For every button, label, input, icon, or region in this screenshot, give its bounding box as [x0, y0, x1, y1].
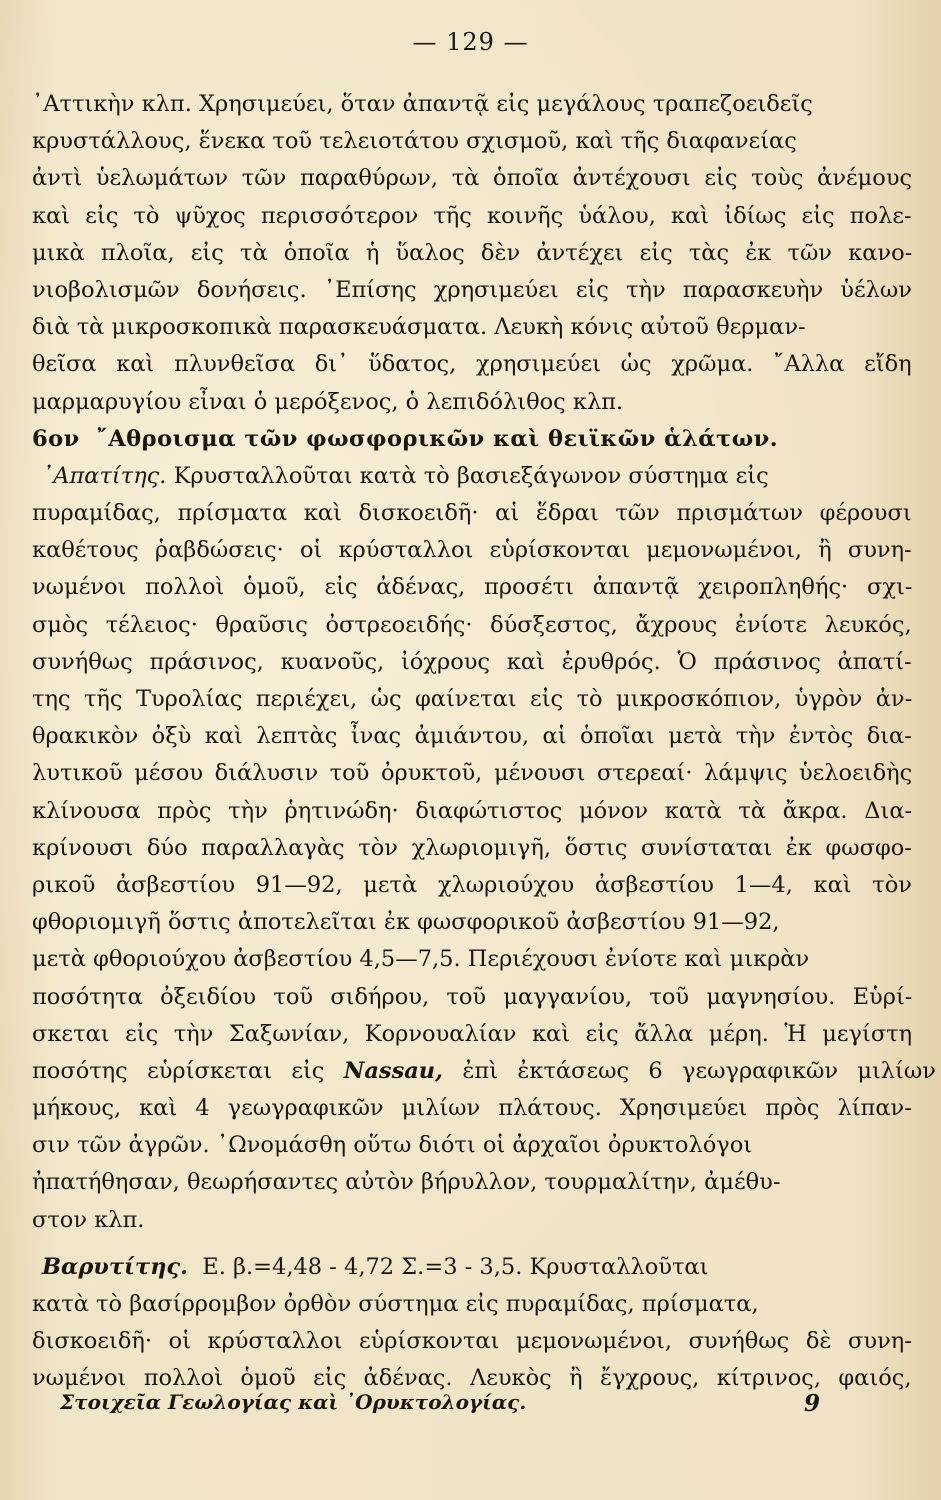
text-line: μαρμαρυγίου εἶναι ὁ μερόξενος, ὁ λεπιδόλιθος κλπ.	[32, 388, 624, 415]
place-name-nassau: Nassau,	[343, 1057, 444, 1084]
text-line: λυτικοῦ μέσου διάλυσιν τοῦ ὀρυκτοῦ, μένουσι στερεαί· λάμψις ὑελοειδὴς	[32, 760, 913, 787]
text-line: σμὸς τέλειος· θραῦσις ὀστρεοειδής· δύσξεστος, ἄχρους ἐνίοτε λευκός,	[32, 611, 912, 638]
section-number: 6ον	[32, 425, 80, 452]
page-footer	[60, 1390, 820, 1417]
text-line: πυραμίδας, πρίσματα καὶ δισκοειδῆ· αἱ ἕδραι τῶν πρισμάτων φέρουσι	[32, 500, 912, 527]
section-title: ῎Αθροισμα τῶν φωσφορικῶν καὶ θειϊκῶν ἁλάτων.	[96, 425, 779, 452]
text-line: στον κλπ.	[32, 1206, 145, 1233]
apatite-first-line: ᾿Απατίτης. Κρυσταλλοῦται κατὰ τὸ βασιεξάγωνον σύστημα εἰς	[42, 462, 769, 489]
barite-first-line: Βαρυτίτης. Ε. β.=4,48 - 4,72 Σ.=3 - 3,5. Κρυσταλλοῦται	[42, 1253, 709, 1280]
text-line: καθέτους ῥαβδώσεις· οἱ κρύσταλλοι εὑρίσκονται μεμονωμένοι, ἢ συνη-	[32, 537, 912, 564]
text-line: μικὰ πλοῖα, εἰς τὰ ὁποῖα ἡ ὕαλος δὲν ἀντέχει εἰς τὰς ἐκ τῶν κανο-	[32, 239, 913, 266]
text-line: ἀντὶ ὑελωμάτων τῶν παραθύρων, τὰ ὁποῖα ἀντέχουσι εἰς τοὺς ἀνέμους	[32, 165, 913, 192]
mineral-name-barite: Βαρυτίτης.	[42, 1253, 188, 1280]
text-line: δισκοειδῆ· οἱ κρύσταλλοι εὑρίσκονται μεμονωμένοι, συνήθως δὲ συνη-	[32, 1328, 912, 1355]
text-line: νωμένοι πολλοὶ ὁμοῦ, εἰς ἀδένας, προσέτι ἀπαντᾷ χειροπληθής· σχι-	[32, 574, 913, 601]
signature-mark: 9	[803, 1390, 820, 1417]
text-line: ποσότης εὑρίσκεται εἰς Nassau, ἐπὶ ἐκτάσεως 6 γεωγραφικῶν μιλίων	[32, 1057, 936, 1084]
text-line: κλίνουσα πρὸς τὴν ῥητινώδη· διαφώτιστος μόνον κατὰ τὰ ἄκρα. Δια-	[32, 797, 913, 824]
text-line: κρίνουσι δύο παραλλαγὰς τὸν χλωριομιγῆ, ὅστις συνίσταται ἐκ φωσφο-	[32, 834, 912, 861]
text-line: μήκους, καὶ 4 γεωγραφικῶν μιλίων πλάτους. Χρησιμεύει πρὸς λίπαν-	[32, 1095, 912, 1122]
text-line: κατὰ τὸ βασίρρομβον ὀρθὸν σύστημα εἰς πυραμίδας, πρίσματα,	[32, 1291, 759, 1317]
text-line: της τῆς Τυρολίας περιέχει, ὡς φαίνεται εἰς τὸ μικροσκόπιον, ὑγρὸν ἀν-	[32, 686, 913, 712]
text-line: φθοριομιγῆ ὅστις ἀποτελεῖται ἐκ φωσφορικοῦ ἀσβεστίου 91—92,	[32, 909, 780, 936]
text-line: μετὰ φθοριούχου ἀσβεστίου 4,5—7,5. Περιέχουσι ἐνίοτε καὶ μικρὰν	[32, 946, 810, 973]
text-line: θεῖσα καὶ πλυνθεῖσα δι᾿ ὕδατος, χρησιμεύει ὡς χρῶμα. ῎Αλλα εἴδη	[32, 351, 912, 378]
text-line: σιν τῶν ἀγρῶν. ᾿Ωνομάσθη οὕτω διότι οἱ ἀρχαῖοι ὀρυκτολόγοι	[32, 1132, 753, 1159]
text-line: κρυστάλλους, ἕνεκα τοῦ τελειοτάτου σχισμοῦ, καὶ τῆς διαφανείας	[32, 128, 797, 155]
text-line: νωμένοι πολλοὶ ὁμοῦ εἰς ἀδένας. Λευκὸς ἢ ἔγχρους, κίτρινος, φαιός,	[32, 1365, 912, 1392]
book-title: Στοιχεῖα Γεωλογίας καὶ ᾿Ορυκτολογίας.	[60, 1390, 527, 1414]
text-line: καὶ εἰς τὸ ψῦχος περισσότερον τῆς κοινῆς ὑάλου, καὶ ἰδίως εἰς πολε-	[32, 202, 912, 229]
text-line: ποσότητα ὀξειδίου τοῦ σιδήρου, τοῦ μαγγανίου, τοῦ μαγνησίου. Εὑρί-	[32, 983, 913, 1010]
text-line: σκεται εἰς τὴν Σαξωνίαν, Κορνουαλίαν καὶ εἰς ἄλλα μέρη. Ἡ μεγίστη	[32, 1020, 913, 1047]
text-line: συνήθως πράσινος, κυανοῦς, ἰόχρους καὶ ἐρυθρός. Ὁ πράσινος ἀπατί-	[32, 648, 912, 675]
text-line: νιοβολισμῶν δονήσεις. ᾿Επίσης χρησιμεύει εἰς τὴν παρασκευὴν ὑέλων	[32, 276, 912, 303]
text-line: ἠπατήθησαν, θεωρήσαντες αὐτὸν βήρυλλον, τουρμαλίτην, ἀμέθυ-	[32, 1169, 781, 1196]
text-line: διὰ τὰ μικροσκοπικὰ παρασκευάσματα. Λευκὴ κόνις αὐτοῦ θερμαν-	[32, 314, 806, 341]
text-line: θρακικὸν ὀξὺ καὶ λεπτὰς ἶνας ἀμιάντου, αἱ ὁποῖαι μετὰ τὴν ἐντὸς δια-	[32, 723, 912, 750]
section-heading	[32, 421, 912, 458]
page-number: — 129 —	[412, 28, 529, 56]
mineral-name-apatite: ᾿Απατίτης.	[42, 462, 167, 489]
text-line: ᾿Αττικὴν κλπ. Χρησιμεύει, ὅταν ἀπαντᾷ εἰς μεγάλους τραπεζοειδεῖς	[32, 91, 813, 117]
page-body	[32, 86, 936, 1398]
text-line: ρικοῦ ἀσβεστίου 91—92, μετὰ χλωριούχου ἀσβεστίου 1—4, καὶ τὸν	[32, 871, 912, 898]
